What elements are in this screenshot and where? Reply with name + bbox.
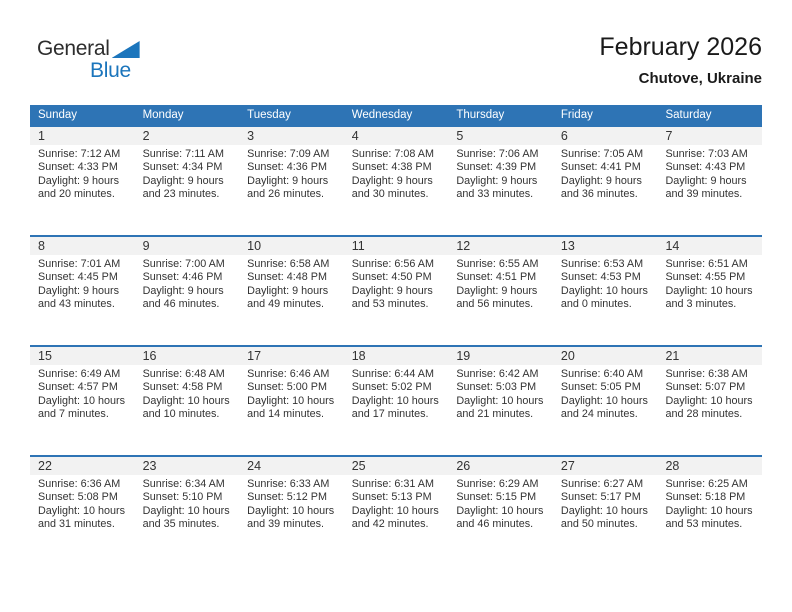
day-info-line: and 56 minutes.: [456, 297, 534, 310]
day-info-line: Sunset: 4:45 PM: [38, 271, 118, 284]
day-info-line: Sunset: 4:36 PM: [247, 161, 327, 174]
day-cell: [135, 255, 240, 311]
day-info-line: and 23 minutes.: [142, 187, 220, 200]
day-cell: [344, 365, 449, 421]
day-details-band: [30, 145, 762, 201]
day-info-line: and 20 minutes.: [38, 187, 115, 200]
day-info-line: and 49 minutes.: [247, 297, 324, 310]
day-info-line: and 26 minutes.: [247, 187, 324, 200]
day-info-line: Daylight: 10 hours: [247, 504, 335, 517]
day-number-band: [30, 347, 762, 365]
day-info-line: and 30 minutes.: [351, 187, 429, 200]
day-info-line: Daylight: 9 hours: [560, 174, 642, 187]
header-titles: [599, 33, 762, 87]
day-info-line: Sunset: 4:50 PM: [351, 271, 432, 284]
day-number-band: [30, 127, 762, 145]
day-info-line: Sunset: 5:17 PM: [560, 491, 641, 504]
day-cell: [239, 145, 344, 201]
day-info-line: and 50 minutes.: [560, 517, 638, 530]
day-info-line: Daylight: 9 hours: [456, 174, 538, 187]
day-number: 24: [247, 459, 262, 473]
day-info-line: Daylight: 10 hours: [560, 504, 648, 517]
day-info-line: and 3 minutes.: [665, 297, 737, 310]
day-number: 10: [247, 239, 262, 253]
day-info-line: and 33 minutes.: [456, 187, 534, 200]
calendar-weeks: [30, 125, 762, 565]
day-number: 12: [456, 239, 471, 253]
day-info-line: Sunset: 4:33 PM: [38, 161, 118, 174]
day-info-line: Sunset: 4:38 PM: [351, 161, 432, 174]
day-cell: [657, 365, 762, 421]
day-cell: [553, 365, 658, 421]
day-number-band: [30, 237, 762, 255]
day-info-line: Sunrise: 6:36 AM: [38, 478, 121, 490]
day-info-line: Sunrise: 7:06 AM: [456, 148, 539, 160]
day-info-line: Sunrise: 6:40 AM: [560, 368, 644, 380]
weekday-header-friday: Friday: [560, 109, 593, 121]
day-info-line: and 0 minutes.: [560, 297, 632, 310]
day-cell: [239, 365, 344, 421]
weekday-header-monday: Monday: [142, 109, 184, 121]
calendar-table: [30, 105, 762, 565]
day-info-line: Sunrise: 6:42 AM: [456, 368, 539, 380]
day-info-line: Daylight: 10 hours: [142, 504, 230, 517]
day-info-line: Daylight: 9 hours: [351, 174, 433, 187]
day-info-line: and 7 minutes.: [38, 407, 109, 420]
day-cell: [135, 145, 240, 201]
day-info-line: and 39 minutes.: [247, 517, 324, 530]
day-info-line: Daylight: 10 hours: [560, 394, 648, 407]
day-info-line: Sunset: 5:05 PM: [560, 381, 641, 394]
day-info-line: Sunset: 5:02 PM: [351, 381, 432, 394]
weekday-header-saturday: Saturday: [665, 109, 712, 121]
day-info-line: and 46 minutes.: [456, 517, 534, 530]
day-info-line: Sunrise: 7:01 AM: [38, 258, 121, 270]
day-info-line: Sunset: 4:57 PM: [38, 381, 118, 394]
day-info-line: Sunrise: 6:31 AM: [351, 478, 434, 490]
day-info-line: Daylight: 10 hours: [351, 394, 439, 407]
day-info-line: Sunrise: 7:09 AM: [247, 148, 330, 160]
location-subtitle: Chutove, Ukraine: [638, 70, 762, 87]
day-info-line: Daylight: 9 hours: [351, 284, 433, 297]
day-info-line: Sunset: 4:39 PM: [456, 161, 537, 174]
day-details-band: [30, 475, 762, 531]
day-cell: [344, 145, 449, 201]
day-cell: [657, 145, 762, 201]
day-number: 22: [38, 459, 52, 473]
day-cell: [30, 475, 135, 531]
day-cell: [239, 475, 344, 531]
day-info-line: Daylight: 9 hours: [665, 174, 747, 187]
day-info-line: Sunset: 5:18 PM: [665, 491, 746, 504]
month-title: February 2026: [599, 33, 762, 61]
day-number: 11: [351, 239, 365, 253]
day-cell: [657, 475, 762, 531]
day-info-line: Daylight: 9 hours: [247, 284, 329, 297]
day-info-line: and 14 minutes.: [247, 407, 324, 420]
day-info-line: Sunrise: 6:58 AM: [247, 258, 330, 270]
general-blue-logo: [37, 38, 140, 81]
day-number: 17: [247, 349, 262, 363]
weekday-header-tuesday: Tuesday: [247, 109, 291, 121]
day-info-line: Sunset: 4:48 PM: [247, 271, 327, 284]
day-info-line: Sunset: 4:58 PM: [142, 381, 223, 394]
day-number: 20: [560, 349, 575, 363]
day-cell: [553, 255, 658, 311]
day-info-line: Daylight: 10 hours: [351, 504, 439, 517]
day-info-line: Sunset: 4:53 PM: [560, 271, 641, 284]
day-info-line: and 35 minutes.: [142, 517, 220, 530]
day-info-line: Daylight: 10 hours: [456, 394, 544, 407]
day-cell: [239, 255, 344, 311]
weekday-header-sunday: Sunday: [38, 109, 78, 121]
day-info-line: Sunset: 4:43 PM: [665, 161, 746, 174]
day-number: 26: [456, 459, 471, 473]
day-number: 2: [142, 129, 150, 143]
weekday-header-wednesday: Wednesday: [351, 109, 413, 121]
day-info-line: Sunset: 4:55 PM: [665, 271, 746, 284]
day-info-line: Sunset: 5:03 PM: [456, 381, 537, 394]
day-info-line: Sunrise: 7:03 AM: [665, 148, 748, 160]
week-row: [30, 125, 762, 235]
week-row: [30, 455, 762, 565]
day-number: 6: [560, 129, 568, 143]
day-number: 9: [142, 239, 150, 253]
week-row: [30, 235, 762, 345]
day-cell: [448, 145, 553, 201]
day-info-line: Daylight: 9 hours: [38, 174, 120, 187]
day-number-band: [30, 457, 762, 475]
day-info-line: Sunset: 5:07 PM: [665, 381, 746, 394]
day-info-line: Sunrise: 6:51 AM: [665, 258, 748, 270]
day-number: 3: [247, 129, 255, 143]
day-info-line: and 17 minutes.: [351, 407, 429, 420]
day-info-line: Sunrise: 6:25 AM: [665, 478, 748, 490]
day-info-line: Sunrise: 7:08 AM: [351, 148, 434, 160]
day-info-line: Sunset: 5:10 PM: [142, 491, 223, 504]
day-cell: [448, 255, 553, 311]
day-cell: [30, 255, 135, 311]
day-info-line: Sunrise: 6:34 AM: [142, 478, 225, 490]
day-info-line: and 43 minutes.: [38, 297, 115, 310]
day-info-line: Sunrise: 6:46 AM: [247, 368, 330, 380]
day-info-line: and 53 minutes.: [351, 297, 429, 310]
day-info-line: Daylight: 10 hours: [38, 394, 126, 407]
day-info-line: Sunset: 5:12 PM: [247, 491, 327, 504]
day-cell: [657, 255, 762, 311]
logo-triangle-icon: [112, 41, 140, 58]
day-info-line: Sunrise: 6:56 AM: [351, 258, 434, 270]
day-number: 14: [665, 239, 680, 253]
day-number: 5: [456, 129, 464, 143]
day-info-line: and 10 minutes.: [142, 407, 220, 420]
day-info-line: Sunset: 5:15 PM: [456, 491, 537, 504]
day-cell: [30, 365, 135, 421]
day-info-line: Sunrise: 7:12 AM: [38, 148, 121, 160]
day-number: 27: [560, 459, 575, 473]
day-info-line: Sunset: 4:34 PM: [142, 161, 223, 174]
day-info-line: Daylight: 9 hours: [456, 284, 538, 297]
day-number: 13: [560, 239, 575, 253]
day-info-line: Daylight: 10 hours: [456, 504, 544, 517]
day-number: 7: [665, 129, 673, 143]
day-number: 28: [665, 459, 680, 473]
day-number: 8: [38, 239, 45, 253]
day-number: 21: [665, 349, 680, 363]
day-cell: [553, 475, 658, 531]
day-info-line: and 31 minutes.: [38, 517, 115, 530]
day-info-line: Sunset: 4:46 PM: [142, 271, 223, 284]
day-number: 4: [351, 129, 359, 143]
day-info-line: and 24 minutes.: [560, 407, 638, 420]
week-row: [30, 345, 762, 455]
day-info-line: Sunrise: 6:49 AM: [38, 368, 121, 380]
day-info-line: Sunrise: 6:27 AM: [560, 478, 644, 490]
logo-word-blue: Blue: [90, 59, 131, 82]
day-info-line: Daylight: 9 hours: [142, 174, 224, 187]
day-info-line: and 42 minutes.: [351, 517, 429, 530]
day-info-line: Sunrise: 6:29 AM: [456, 478, 539, 490]
day-cell: [135, 475, 240, 531]
day-info-line: Daylight: 10 hours: [38, 504, 126, 517]
logo-word-general-row: [37, 38, 140, 59]
day-info-line: Daylight: 9 hours: [247, 174, 329, 187]
day-number: 1: [38, 129, 45, 143]
day-info-line: Daylight: 10 hours: [665, 504, 753, 517]
day-info-line: Sunrise: 7:00 AM: [142, 258, 225, 270]
day-info-line: Sunset: 5:00 PM: [247, 381, 327, 394]
day-cell: [135, 365, 240, 421]
day-cell: [448, 475, 553, 531]
day-number: 16: [142, 349, 157, 363]
day-info-line: Sunrise: 7:05 AM: [560, 148, 644, 160]
day-number: 15: [38, 349, 52, 363]
day-info-line: Sunrise: 6:44 AM: [351, 368, 434, 380]
day-info-line: Daylight: 9 hours: [142, 284, 224, 297]
logo-word-general: General: [37, 37, 110, 60]
day-details-band: [30, 255, 762, 311]
day-cell: [553, 145, 658, 201]
day-info-line: and 39 minutes.: [665, 187, 743, 200]
day-info-line: Sunrise: 6:38 AM: [665, 368, 748, 380]
weekday-header-thursday: Thursday: [456, 109, 505, 121]
day-info-line: and 53 minutes.: [665, 517, 743, 530]
day-info-line: and 28 minutes.: [665, 407, 743, 420]
day-info-line: Daylight: 9 hours: [38, 284, 120, 297]
day-info-line: Sunset: 5:13 PM: [351, 491, 432, 504]
day-info-line: Daylight: 10 hours: [665, 394, 753, 407]
day-number: 23: [142, 459, 157, 473]
day-info-line: Sunrise: 6:33 AM: [247, 478, 330, 490]
day-number: 19: [456, 349, 471, 363]
day-info-line: Daylight: 10 hours: [247, 394, 335, 407]
day-info-line: Daylight: 10 hours: [560, 284, 648, 297]
day-info-line: Sunset: 4:41 PM: [560, 161, 641, 174]
weekday-header-row: [30, 105, 762, 125]
day-details-band: [30, 365, 762, 421]
day-info-line: Sunrise: 7:11 AM: [142, 148, 224, 160]
day-number: 25: [351, 459, 366, 473]
day-number: 18: [351, 349, 366, 363]
day-info-line: Sunrise: 6:53 AM: [560, 258, 644, 270]
day-info-line: Daylight: 10 hours: [665, 284, 753, 297]
day-cell: [344, 475, 449, 531]
day-cell: [448, 365, 553, 421]
day-info-line: and 21 minutes.: [456, 407, 534, 420]
day-info-line: Daylight: 10 hours: [142, 394, 230, 407]
day-info-line: and 46 minutes.: [142, 297, 220, 310]
day-info-line: and 36 minutes.: [560, 187, 638, 200]
day-info-line: Sunset: 4:51 PM: [456, 271, 537, 284]
day-cell: [30, 145, 135, 201]
day-cell: [344, 255, 449, 311]
day-info-line: Sunrise: 6:55 AM: [456, 258, 539, 270]
day-info-line: Sunset: 5:08 PM: [38, 491, 118, 504]
day-info-line: Sunrise: 6:48 AM: [142, 368, 225, 380]
